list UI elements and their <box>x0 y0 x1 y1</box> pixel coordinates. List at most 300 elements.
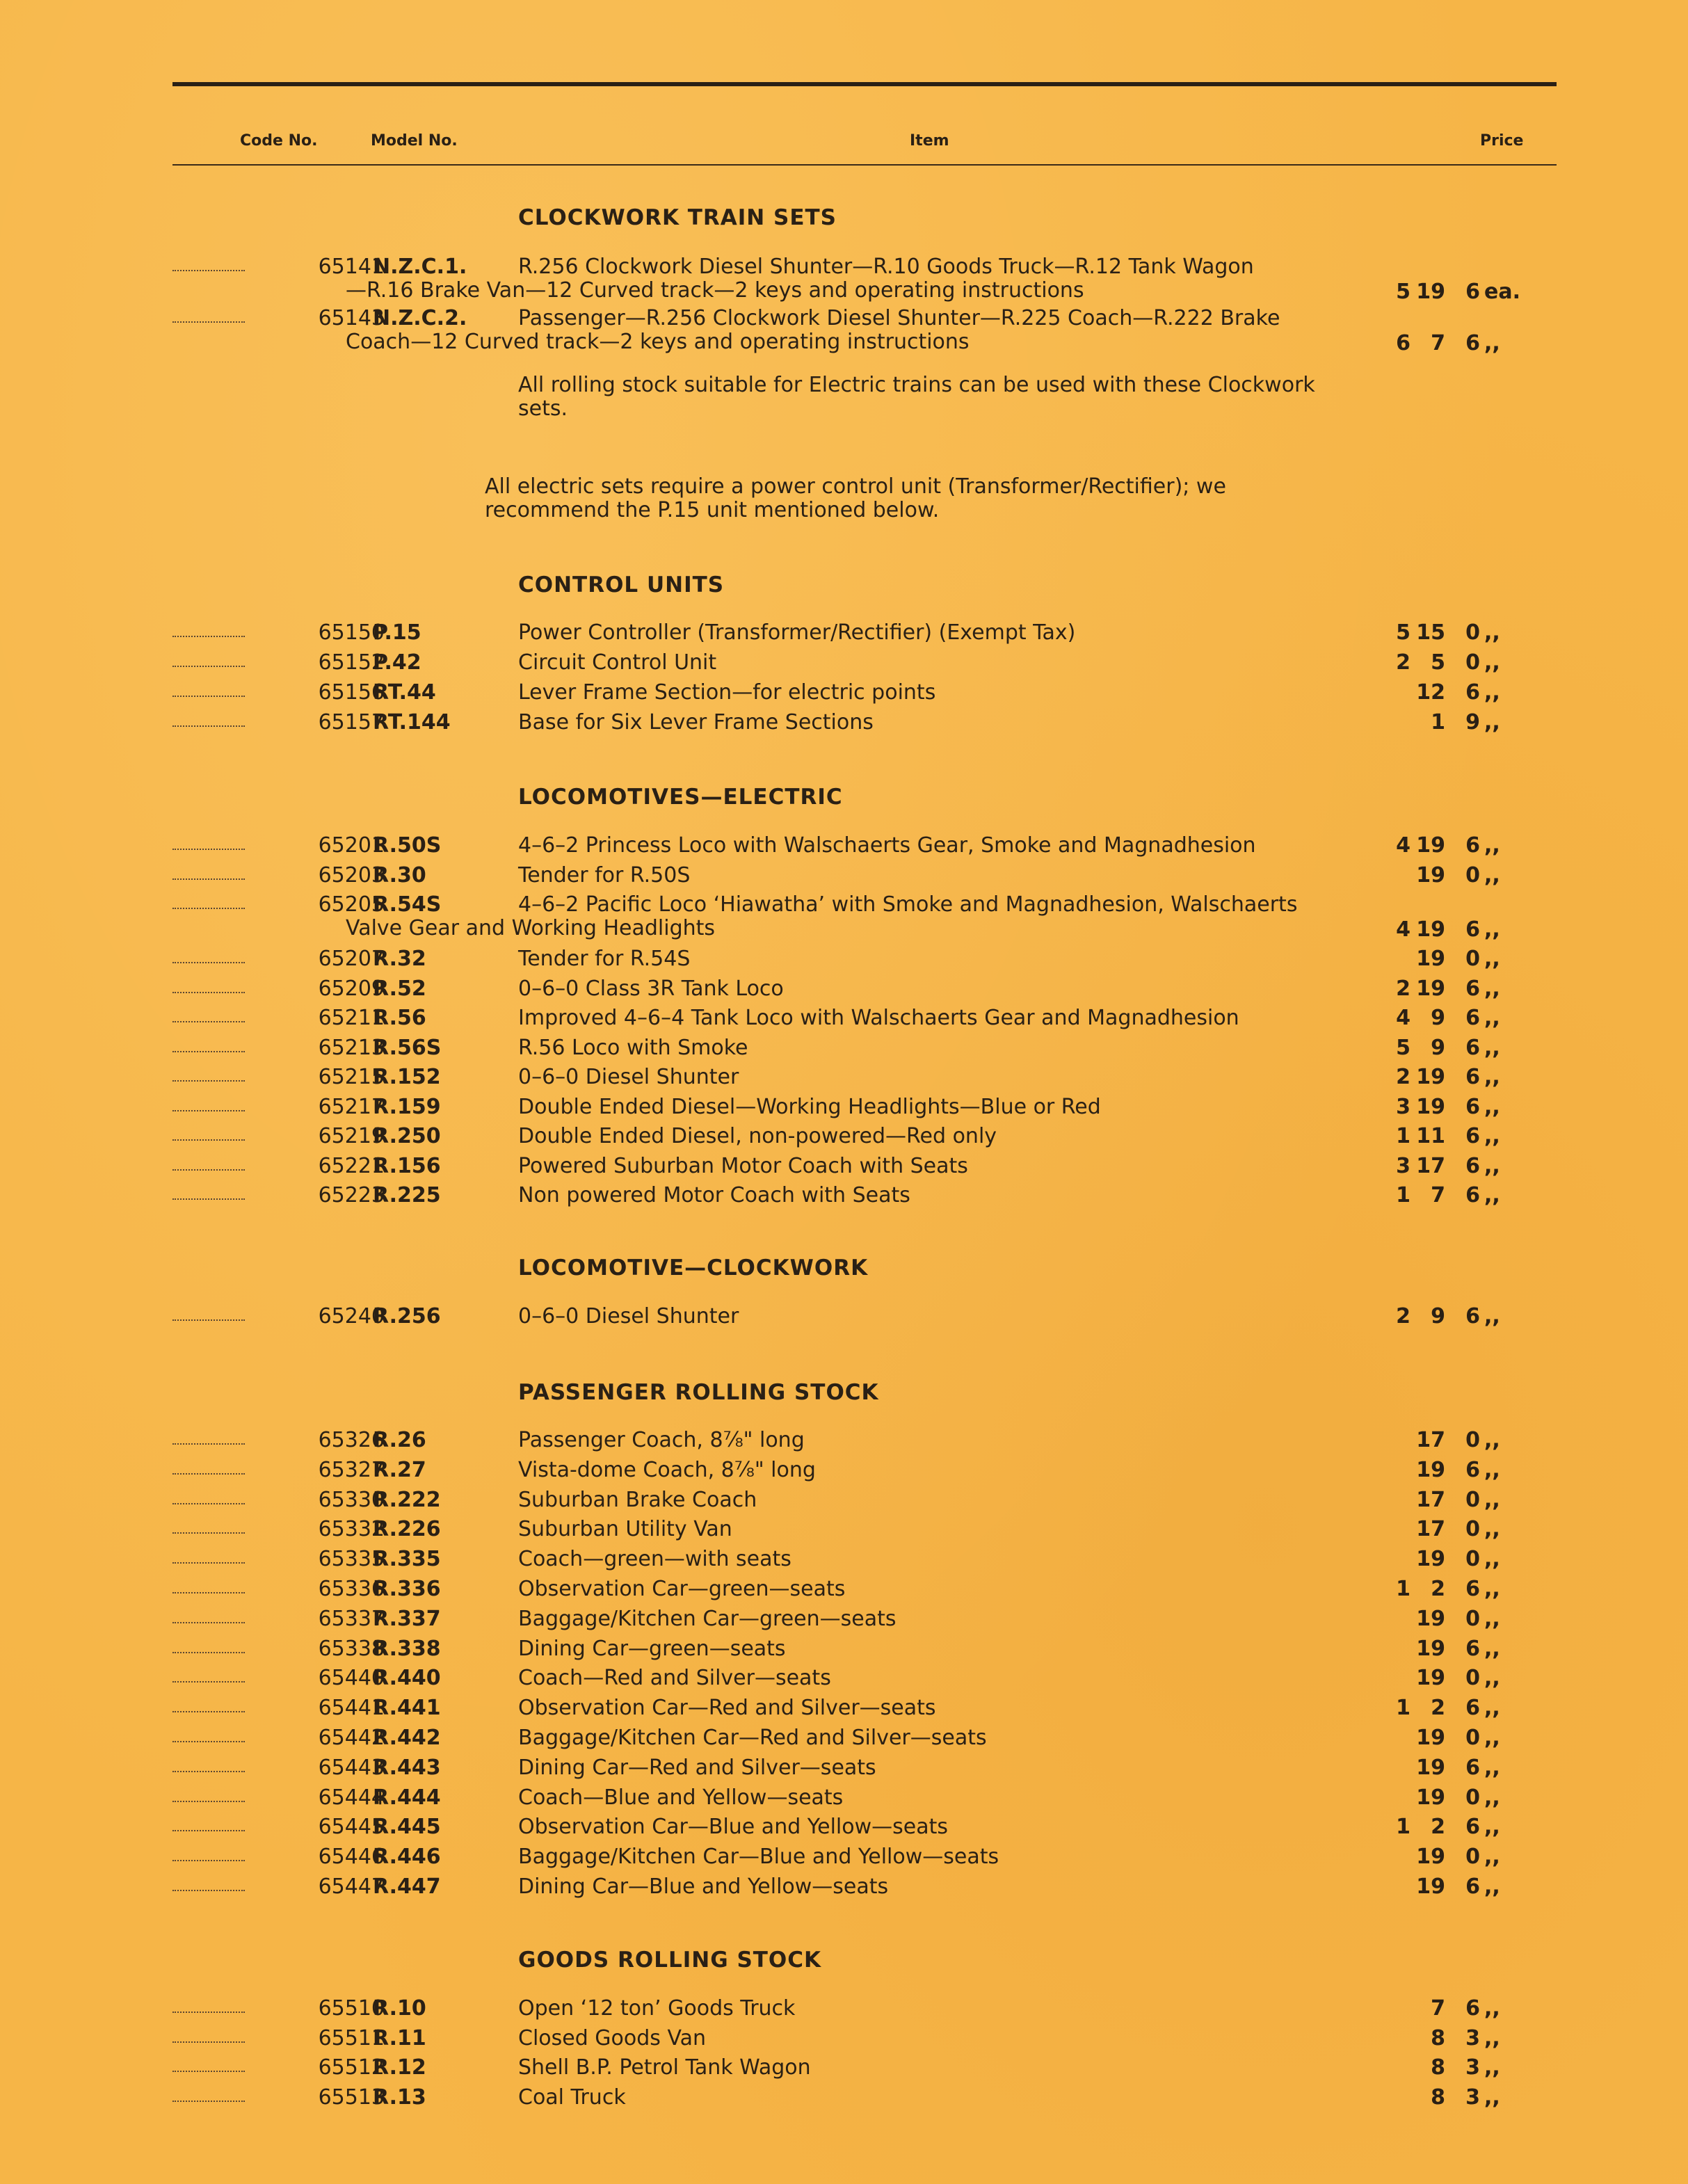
row-leader-dots <box>172 666 245 667</box>
code-number: 65512 <box>318 2055 385 2080</box>
row-leader-dots <box>172 1622 245 1623</box>
section-title: CONTROL UNITS <box>518 572 725 597</box>
item-description-line2: Valve Gear and Working Headlights <box>346 916 716 940</box>
price <box>1383 1304 1546 1328</box>
model-number: R.54S <box>373 892 442 917</box>
item-description: Suburban Brake Coach <box>518 1487 757 1512</box>
price <box>1383 1183 1546 1207</box>
code-number: 65156 <box>318 680 385 705</box>
price-shillings: 9 <box>1431 1304 1445 1328</box>
price-pounds: 4 <box>1396 833 1410 858</box>
price-shillings: 9 <box>1431 1006 1445 1030</box>
item-description: Baggage/Kitchen Car—Blue and Yellow—seats <box>518 1845 999 1870</box>
price-suffix: ,, <box>1484 1065 1500 1089</box>
header-rule <box>172 164 1557 166</box>
row-leader-dots <box>172 1319 245 1321</box>
price <box>1383 1036 1546 1060</box>
price-shillings: 19 <box>1416 917 1445 942</box>
price-pounds: 3 <box>1396 1153 1410 1178</box>
price-pence: 0 <box>1465 1428 1480 1452</box>
header-code: Code No. <box>240 132 318 150</box>
price-shillings: 2 <box>1431 1696 1445 1721</box>
price-suffix: ,, <box>1484 1726 1500 1750</box>
price-pence: 3 <box>1465 2025 1480 2050</box>
price-suffix: ea. <box>1484 280 1520 304</box>
model-number: R.444 <box>373 1785 441 1810</box>
price-shillings: 19 <box>1416 1874 1445 1899</box>
table-row <box>172 977 1557 1004</box>
table-row <box>172 1874 1557 1902</box>
row-leader-dots <box>172 849 245 850</box>
model-number: P.42 <box>373 650 421 675</box>
price-shillings: 19 <box>1416 862 1445 888</box>
item-description: Coal Truck <box>518 2085 626 2110</box>
header-item: Item <box>910 132 949 150</box>
model-number: R.56 <box>373 1006 426 1030</box>
item-description: Tender for R.50S <box>518 862 691 888</box>
price <box>1383 680 1546 705</box>
price-suffix: ,, <box>1484 1996 1500 2021</box>
model-number: R.445 <box>373 1815 441 1840</box>
model-number: R.26 <box>373 1428 426 1452</box>
price-pence: 0 <box>1465 1785 1480 1810</box>
header-price: Price <box>1480 132 1524 150</box>
code-number: 65221 <box>318 1153 385 1178</box>
price-shillings: 5 <box>1431 650 1445 675</box>
price-shillings: 17 <box>1416 1428 1445 1452</box>
item-description: Lever Frame Section—for electric points <box>518 680 936 705</box>
price <box>1383 1637 1546 1661</box>
price-pence: 6 <box>1465 1457 1480 1482</box>
model-number: R.30 <box>373 862 426 888</box>
code-number: 65513 <box>318 2085 385 2110</box>
model-number: R.56S <box>373 1035 442 1060</box>
price-suffix: ,, <box>1484 1696 1500 1721</box>
price-shillings: 19 <box>1416 1636 1445 1661</box>
item-description: 0–6–0 Class 3R Tank Loco <box>518 976 784 1001</box>
code-number: 65217 <box>318 1094 385 1119</box>
table-row <box>172 1637 1557 1664</box>
row-leader-dots <box>172 1771 245 1772</box>
item-description: 0–6–0 Diesel Shunter <box>518 1304 739 1328</box>
model-number: R.52 <box>373 976 426 1001</box>
price-shillings: 19 <box>1416 1785 1445 1810</box>
section-title: PASSENGER ROLLING STOCK <box>518 1380 879 1405</box>
row-leader-dots <box>172 1198 245 1200</box>
price-pounds: 1 <box>1396 1577 1410 1601</box>
table-row <box>172 650 1557 678</box>
row-leader-dots <box>172 1652 245 1653</box>
model-number: N.Z.C.2. <box>373 306 467 330</box>
item-description-line2: —R.16 Brake Van—12 Curved track—2 keys and operating instructions <box>346 278 1084 303</box>
table-row <box>172 680 1557 708</box>
price-pence: 6 <box>1465 680 1480 705</box>
price-shillings: 19 <box>1416 833 1445 858</box>
code-number: 65219 <box>318 1124 385 1148</box>
item-description: R.256 Clockwork Diesel Shunter—R.10 Goods Truck—R.12 Tank Wagon <box>518 255 1254 279</box>
row-leader-dots <box>172 2071 245 2072</box>
table-row <box>172 1006 1557 1034</box>
price-pence: 3 <box>1465 2055 1480 2080</box>
row-leader-dots <box>172 270 245 271</box>
code-number: 65338 <box>318 1636 385 1661</box>
row-leader-dots <box>172 1711 245 1712</box>
item-description: Tender for R.54S <box>518 947 691 971</box>
price-pence: 6 <box>1465 833 1480 858</box>
model-number: R.27 <box>373 1457 426 1482</box>
table-row <box>172 1517 1557 1545</box>
price <box>1383 1517 1546 1541</box>
price-shillings: 19 <box>1416 1065 1445 1089</box>
price <box>1383 1577 1546 1601</box>
price <box>1383 833 1546 858</box>
price-suffix: ,, <box>1484 1577 1500 1601</box>
price <box>1383 331 1546 355</box>
price <box>1383 1756 1546 1780</box>
price-shillings: 19 <box>1416 1094 1445 1119</box>
price-pence: 6 <box>1465 1006 1480 1030</box>
price-shillings: 19 <box>1416 947 1445 971</box>
price-pence: 0 <box>1465 1726 1480 1750</box>
row-leader-dots <box>172 1562 245 1564</box>
table-row <box>172 1996 1557 2024</box>
price <box>1383 2085 1546 2110</box>
item-description: Observation Car—Blue and Yellow—seats <box>518 1815 949 1840</box>
table-row <box>172 1183 1557 1211</box>
table-row <box>172 2026 1557 2054</box>
model-number: R.442 <box>373 1726 441 1750</box>
model-number: R.226 <box>373 1517 441 1542</box>
row-leader-dots <box>172 2012 245 2013</box>
model-number: R.250 <box>373 1124 441 1148</box>
item-description: Double Ended Diesel—Working Headlights—Blue or Red <box>518 1094 1101 1119</box>
price-suffix: ,, <box>1484 1035 1500 1060</box>
price-pence: 6 <box>1465 1815 1480 1840</box>
note-text: All electric sets require a power control unit (Transformer/Rectifier); we <box>485 474 1226 499</box>
price-pence: 6 <box>1465 1874 1480 1899</box>
price <box>1383 1845 1546 1869</box>
price-shillings: 2 <box>1431 1577 1445 1601</box>
price <box>1383 947 1546 971</box>
price-pence: 6 <box>1465 1304 1480 1328</box>
price-pounds: 2 <box>1396 1065 1410 1089</box>
item-description: Base for Six Lever Frame Sections <box>518 710 874 734</box>
price-pence: 0 <box>1465 1487 1480 1512</box>
table-row <box>172 1458 1557 1486</box>
note-text: All rolling stock suitable for Electric trains can be used with these Clockwork <box>518 373 1315 397</box>
row-leader-dots <box>172 1169 245 1171</box>
price-pence: 0 <box>1465 650 1480 675</box>
price-pence: 0 <box>1465 620 1480 645</box>
header-model: Model No. <box>371 132 458 150</box>
model-number: R.338 <box>373 1636 441 1661</box>
price-suffix: ,, <box>1484 833 1500 858</box>
price-pounds: 1 <box>1396 1815 1410 1840</box>
item-description-line2: Coach—12 Curved track—2 keys and operating instructions <box>346 330 970 354</box>
price-suffix: ,, <box>1484 1153 1500 1178</box>
price-suffix: ,, <box>1484 1606 1500 1631</box>
code-number: 65207 <box>318 947 385 971</box>
code-number: 65211 <box>318 1006 385 1030</box>
code-number: 65213 <box>318 1035 385 1060</box>
code-number: 65440 <box>318 1666 385 1691</box>
price-suffix: ,, <box>1484 1428 1500 1452</box>
code-number: 65336 <box>318 1577 385 1601</box>
table-row <box>172 1577 1557 1605</box>
price-pence: 6 <box>1465 1153 1480 1178</box>
price-pounds: 1 <box>1396 1696 1410 1721</box>
item-description: Closed Goods Van <box>518 2025 707 2050</box>
item-description: Baggage/Kitchen Car—green—seats <box>518 1606 897 1631</box>
price-shillings: 17 <box>1416 1517 1445 1542</box>
row-leader-dots <box>172 1860 245 1861</box>
code-number: 65143 <box>318 306 385 330</box>
price <box>1383 863 1546 888</box>
price-suffix: ,, <box>1484 680 1500 705</box>
price-pence: 6 <box>1465 1636 1480 1661</box>
price-suffix: ,, <box>1484 331 1500 355</box>
code-number: 65332 <box>318 1517 385 1542</box>
table-row <box>172 863 1557 891</box>
model-number: RT.44 <box>373 680 436 705</box>
code-number: 65157 <box>318 710 385 734</box>
price <box>1383 1696 1546 1720</box>
section-title: LOCOMOTIVES—ELECTRIC <box>518 785 843 810</box>
code-number: 65326 <box>318 1428 385 1452</box>
table-row <box>172 833 1557 861</box>
row-leader-dots <box>172 321 245 323</box>
price-suffix: ,, <box>1484 620 1500 645</box>
price-shillings: 17 <box>1416 1487 1445 1512</box>
table-row <box>172 1547 1557 1575</box>
row-leader-dots <box>172 1110 245 1111</box>
price-pence: 0 <box>1465 1517 1480 1542</box>
code-number: 65330 <box>318 1487 385 1512</box>
price-suffix: ,, <box>1484 2055 1500 2080</box>
row-leader-dots <box>172 1080 245 1082</box>
code-number: 65327 <box>318 1457 385 1482</box>
item-description: Passenger Coach, 8⅞" long <box>518 1428 805 1452</box>
price-suffix: ,, <box>1484 976 1500 1001</box>
price-suffix: ,, <box>1484 1845 1500 1870</box>
code-number: 65335 <box>318 1547 385 1572</box>
price-pounds: 2 <box>1396 1304 1410 1328</box>
price-suffix: ,, <box>1484 1124 1500 1148</box>
code-number: 65442 <box>318 1726 385 1750</box>
item-description: Baggage/Kitchen Car—Red and Silver—seats <box>518 1726 987 1750</box>
row-leader-dots <box>172 1532 245 1534</box>
price-suffix: ,, <box>1484 1785 1500 1810</box>
model-number: N.Z.C.1. <box>373 255 467 279</box>
price <box>1383 1547 1546 1571</box>
price-pounds: 5 <box>1396 620 1410 645</box>
table-row <box>172 1696 1557 1724</box>
model-number: R.156 <box>373 1153 441 1178</box>
model-number: R.256 <box>373 1304 441 1328</box>
price-shillings: 19 <box>1416 1547 1445 1572</box>
model-number: R.440 <box>373 1666 441 1691</box>
price <box>1383 1785 1546 1810</box>
price-suffix: ,, <box>1484 1094 1500 1119</box>
price <box>1383 1607 1546 1631</box>
price <box>1383 1124 1546 1148</box>
price <box>1383 977 1546 1001</box>
table-row <box>172 620 1557 648</box>
code-number: 65150 <box>318 620 385 645</box>
model-number: R.337 <box>373 1606 441 1631</box>
price-suffix: ,, <box>1484 650 1500 675</box>
model-number: P.15 <box>373 620 421 645</box>
price-shillings: 9 <box>1431 1035 1445 1060</box>
price-pounds: 5 <box>1396 280 1410 304</box>
price <box>1383 2055 1546 2080</box>
item-description: Dining Car—green—seats <box>518 1636 786 1661</box>
table-row <box>172 1036 1557 1063</box>
item-description: Power Controller (Transformer/Rectifier) (Exempt Tax) <box>518 620 1076 645</box>
price-pence: 0 <box>1465 947 1480 971</box>
item-description: Dining Car—Red and Silver—seats <box>518 1755 876 1780</box>
item-description: Observation Car—Red and Silver—seats <box>518 1696 936 1721</box>
price <box>1383 1874 1546 1899</box>
code-number: 65446 <box>318 1845 385 1870</box>
price-pence: 6 <box>1465 1696 1480 1721</box>
code-number: 65152 <box>318 650 385 675</box>
item-description: Coach—green—with seats <box>518 1547 791 1572</box>
row-leader-dots <box>172 1681 245 1683</box>
table-row <box>172 1488 1557 1516</box>
item-description: Open ‘12 ton’ Goods Truck <box>518 1996 796 2021</box>
item-description: Passenger—R.256 Clockwork Diesel Shunter—R.225 Coach—R.222 Brake <box>518 306 1280 330</box>
price-suffix: ,, <box>1484 1874 1500 1899</box>
item-description: 4–6–2 Pacific Loco ‘Hiawatha’ with Smoke and Magnadhesion, Walschaerts <box>518 892 1298 917</box>
model-number: R.447 <box>373 1874 441 1899</box>
model-number: R.10 <box>373 1996 426 2021</box>
price-suffix: ,, <box>1484 1666 1500 1691</box>
price-pounds: 4 <box>1396 917 1410 942</box>
table-row <box>172 1785 1557 1813</box>
price-shillings: 19 <box>1416 1755 1445 1780</box>
price-shillings: 7 <box>1431 1183 1445 1207</box>
item-description: Shell B.P. Petrol Tank Wagon <box>518 2055 811 2080</box>
note-text: recommend the P.15 unit mentioned below. <box>485 498 940 522</box>
price-suffix: ,, <box>1484 1547 1500 1572</box>
section-title: GOODS ROLLING STOCK <box>518 1948 822 1973</box>
item-description: 4–6–2 Princess Loco with Walschaerts Gear, Smoke and Magnadhesion <box>518 833 1256 858</box>
price-shillings: 19 <box>1416 1845 1445 1870</box>
table-row <box>172 1065 1557 1093</box>
code-number: 65240 <box>318 1304 385 1328</box>
item-description: Powered Suburban Motor Coach with Seats <box>518 1153 968 1178</box>
price-pence: 0 <box>1465 1666 1480 1691</box>
table-row <box>172 1845 1557 1872</box>
row-leader-dots <box>172 1473 245 1475</box>
row-leader-dots <box>172 878 245 880</box>
code-number: 65209 <box>318 976 385 1001</box>
table-row <box>172 1124 1557 1152</box>
row-leader-dots <box>172 1139 245 1141</box>
row-leader-dots <box>172 992 245 993</box>
price-suffix: ,, <box>1484 1006 1500 1030</box>
row-leader-dots <box>172 1021 245 1022</box>
row-leader-dots <box>172 2101 245 2102</box>
price-pence: 6 <box>1465 976 1480 1001</box>
price-pence: 0 <box>1465 1845 1480 1870</box>
price-shillings: 12 <box>1416 680 1445 705</box>
price-shillings: 1 <box>1431 710 1445 734</box>
note-text: sets. <box>518 396 568 421</box>
row-leader-dots <box>172 725 245 727</box>
table-row <box>172 1607 1557 1635</box>
price <box>1383 1666 1546 1690</box>
price-suffix: ,, <box>1484 1517 1500 1542</box>
price-suffix: ,, <box>1484 710 1500 734</box>
code-number: 65511 <box>318 2025 385 2050</box>
price-suffix: ,, <box>1484 917 1500 942</box>
price-pounds: 5 <box>1396 1035 1410 1060</box>
price-suffix: ,, <box>1484 862 1500 888</box>
price <box>1383 917 1546 942</box>
item-description: Double Ended Diesel, non-powered—Red only <box>518 1124 997 1148</box>
price-shillings: 11 <box>1416 1124 1445 1148</box>
row-leader-dots <box>172 696 245 697</box>
model-number: R.222 <box>373 1487 441 1512</box>
price-pence: 6 <box>1465 1755 1480 1780</box>
model-number: R.335 <box>373 1547 441 1572</box>
price-shillings: 19 <box>1416 1606 1445 1631</box>
table-row <box>172 1756 1557 1783</box>
price-suffix: ,, <box>1484 2025 1500 2050</box>
price-shillings: 19 <box>1416 1457 1445 1482</box>
code-number: 65337 <box>318 1606 385 1631</box>
model-number: R.443 <box>373 1755 441 1780</box>
row-leader-dots <box>172 908 245 909</box>
price <box>1383 1815 1546 1839</box>
price <box>1383 1428 1546 1452</box>
table-row <box>172 1666 1557 1694</box>
table-row <box>172 1154 1557 1182</box>
row-leader-dots <box>172 1890 245 1891</box>
price-pence: 0 <box>1465 1547 1480 1572</box>
price-pounds: 2 <box>1396 976 1410 1001</box>
price-pence: 6 <box>1465 1577 1480 1601</box>
price-suffix: ,, <box>1484 1487 1500 1512</box>
price-suffix: ,, <box>1484 1183 1500 1207</box>
price-pence: 6 <box>1465 1035 1480 1060</box>
item-description: Vista-dome Coach, 8⅞" long <box>518 1457 816 1482</box>
row-leader-dots <box>172 636 245 637</box>
row-leader-dots <box>172 1051 245 1052</box>
price-shillings: 7 <box>1431 331 1445 355</box>
price-shillings: 2 <box>1431 1815 1445 1840</box>
price-shillings: 17 <box>1416 1153 1445 1178</box>
item-description: Circuit Control Unit <box>518 650 717 675</box>
code-number: 65223 <box>318 1183 385 1207</box>
model-number: R.441 <box>373 1696 441 1721</box>
price-pence: 0 <box>1465 862 1480 888</box>
code-number: 65203 <box>318 862 385 888</box>
model-number: R.336 <box>373 1577 441 1601</box>
item-description: Suburban Utility Van <box>518 1517 732 1542</box>
price-shillings: 8 <box>1431 2025 1445 2050</box>
price-shillings: 8 <box>1431 2055 1445 2080</box>
price-shillings: 19 <box>1416 1726 1445 1750</box>
row-leader-dots <box>172 2041 245 2043</box>
price-pence: 6 <box>1465 280 1480 304</box>
price-pence: 6 <box>1465 331 1480 355</box>
price <box>1383 280 1546 304</box>
price-pence: 3 <box>1465 2085 1480 2110</box>
price-pence: 6 <box>1465 1124 1480 1148</box>
